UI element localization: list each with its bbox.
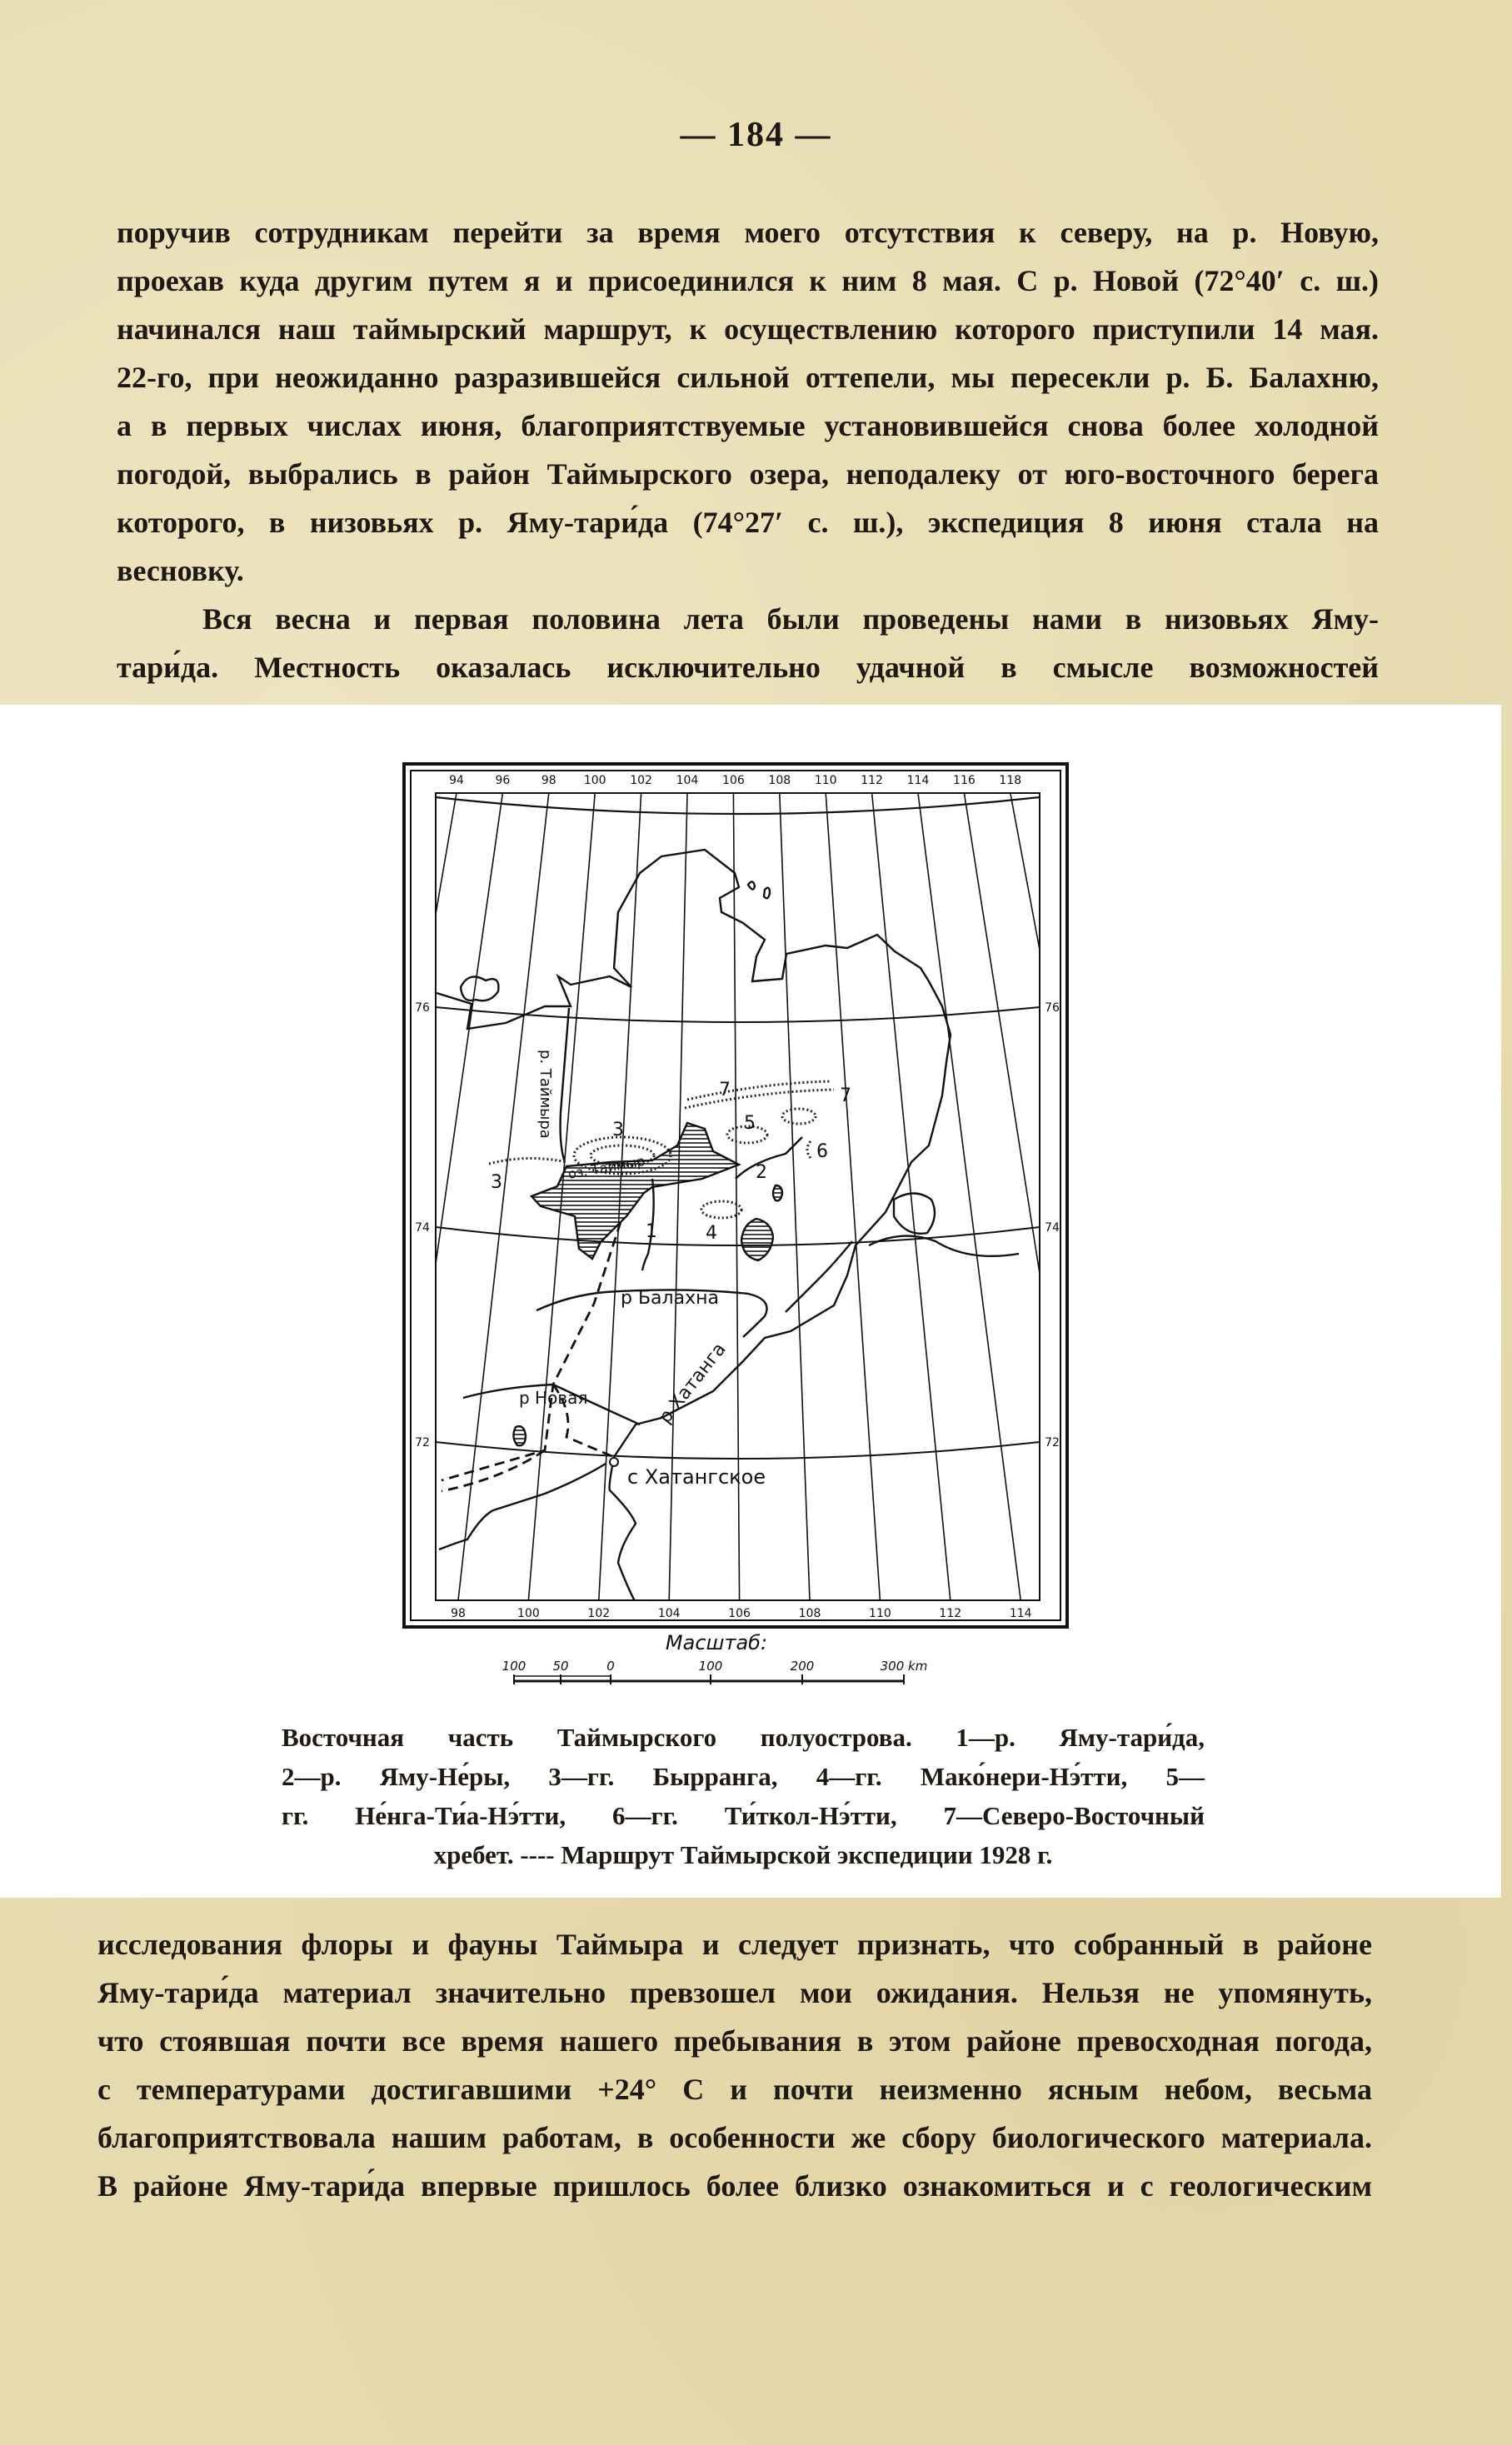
meridian-line [826,793,880,1600]
caption-line: гг. Не́нга-Ти́а-Нэ́тти, 6—гг. Ти́ткол-Нэ́тти, 7—Северо-Восточный [282,1801,1205,1830]
scale-tick-label: 0 [606,1659,615,1674]
longitude-label-top: 100 [583,774,606,787]
text-line: что стоявшая почти все время нашего пребывания в этом районе превосходная погода, [97,2024,1372,2058]
longitude-label-top: 106 [722,774,745,787]
river-west [439,1464,606,1549]
map-number-3: 3 [612,1120,624,1140]
map-number-4: 4 [706,1223,717,1244]
text-line: В районе Яму-тари́да впервые пришлось более близко ознакомиться и с геологическим [97,2169,1372,2203]
longitude-label-top: 118 [999,774,1022,787]
graticule-labels [415,774,1060,1620]
label-taimyra-river: р. Таймыра [536,1050,554,1139]
parallel-line [436,1227,1040,1245]
longitude-label-bottom: 98 [451,1607,466,1620]
text-line: Вся весна и первая половина лета были проведены нами в низовьях Яму- [202,602,1379,636]
latitude-label-left: 76 [415,1001,430,1015]
meridian-line [964,793,1069,1600]
latitude-label-right: 72 [1045,1436,1060,1450]
lake [773,1185,782,1200]
scale-tick-label: 300 km [880,1659,928,1674]
label-khatangskoe: с Хатангское [627,1465,766,1489]
longitude-label-bottom: 104 [657,1607,681,1620]
map-scale [500,1633,933,1691]
longitude-label-bottom: 100 [517,1607,540,1620]
text-line: 22-го, при неожиданно разразившейся сильной оттепели, мы пересекли р. Б. Балахню, [117,361,1379,394]
longitude-label-top: 116 [953,774,976,787]
map-number-6: 6 [816,1141,828,1162]
latitude-label-left: 74 [415,1221,430,1235]
text-line: с температурами достигавшими +24° С и почти неизменно ясным небом, весьма [97,2073,1372,2106]
longitude-label-top: 114 [906,774,930,787]
text-line: тари́да. Местность оказалась исключительно удачной в смысле возможностей [117,651,1379,684]
longitude-label-bottom: 106 [728,1607,751,1620]
longitude-label-bottom: 102 [587,1607,611,1620]
label-novaya: р Новая [519,1388,588,1408]
longitude-label-top: 108 [768,774,791,787]
longitude-label-bottom: 112 [939,1607,962,1620]
longitude-label-top: 112 [861,774,883,787]
river-taimyra [561,1008,569,1162]
map-number-2: 2 [756,1162,767,1183]
island [461,977,498,1001]
text-line: а в первых числах июня, благоприятствуемые установившейся снова более холодной [117,409,1379,442]
map-number-1: 1 [646,1221,657,1242]
longitude-label-top: 96 [495,774,511,787]
map-number-7: 7 [840,1085,851,1106]
text-line: весновку. [117,554,244,587]
body-text-bottom [97,1920,1372,2210]
longitude-label-top: 104 [676,774,699,787]
figure-caption [282,1718,1205,1874]
scale-tick-label: 100 [698,1659,723,1674]
taimyr-map [402,762,1069,1629]
longitude-label-bottom: 114 [1009,1607,1032,1620]
meridian-line [780,793,810,1600]
longitude-label-top: 94 [449,774,464,787]
body-text-top [117,208,1379,691]
scale-tick-label: 200 [790,1659,815,1674]
text-line: погодой, выбрались в район Таймырского озера, неподалеку от юго-восточного берега [117,457,1379,491]
label-taimyr-lake: оз. Таймыр [566,1153,646,1182]
scale-tick-label: 50 [552,1659,569,1674]
latitude-label-right: 74 [1045,1221,1060,1235]
lake [513,1426,526,1445]
longitude-label-top: 102 [630,774,652,787]
text-line: благоприятствовала нашим работам, в особенности же сбору биологического материала. [97,2121,1372,2154]
longitude-label-top: 98 [541,774,556,787]
island [748,881,770,898]
text-line: проехав куда другим путем я и присоединился к ним 8 мая. С р. Новой (72°40′ с. ш.) [117,264,1379,297]
text-line: которого, в низовьях р. Яму-тари́да (74°27′ с. ш.), экспедиция 8 июня стала на [117,506,1379,539]
text-line: поручив сотрудникам перейти за время моего отсутствия к северу, на р. Новую, [117,216,1379,249]
caption-line: 2—р. Яму-Не́ры, 3—гг. Бырранга, 4—гг. Мако́нери-Нэ́тти, 5— [282,1762,1205,1791]
map-inner-frame [411,771,1060,1620]
caption-line: хребет. ---- Маршрут Таймырской экспедиции 1928 г. [433,1840,1053,1869]
scale-tick-label: 100 [502,1659,526,1674]
river-east [786,1236,1019,1312]
longitude-label-bottom: 110 [869,1607,891,1620]
map-number-5: 5 [744,1113,756,1134]
map-number-7: 7 [719,1080,731,1100]
lake [741,1219,773,1260]
label-khatanga: р Хатанга [655,1339,731,1428]
settlement-marker [610,1458,618,1466]
meridian-line [872,793,951,1600]
latitude-label-left: 72 [415,1436,430,1450]
caption-line: Восточная часть Таймырского полуострова. 1—р. Яму-тари́да, [282,1723,1205,1752]
longitude-label-top: 110 [814,774,837,787]
parallel-line [436,797,1040,814]
text-line: исследования флоры и фауны Таймыра и следует признать, что собранный в районе [97,1928,1372,1961]
page-number: — 184 — [680,116,832,154]
latitude-label-right: 76 [1045,1001,1060,1015]
text-line: Яму-тари́да материал значительно превзошел мои ожидания. Нельзя не упомянуть, [97,1976,1372,2009]
meridian-line [918,793,1020,1600]
scale-title: Масштаб: [665,1633,768,1654]
text-line: начинался наш таймырский маршрут, к осуществлению которого приступили 14 мая. [117,312,1379,346]
map-number-3: 3 [491,1172,502,1193]
label-balakhna: р Балахна [621,1288,719,1309]
longitude-label-bottom: 108 [798,1607,821,1620]
